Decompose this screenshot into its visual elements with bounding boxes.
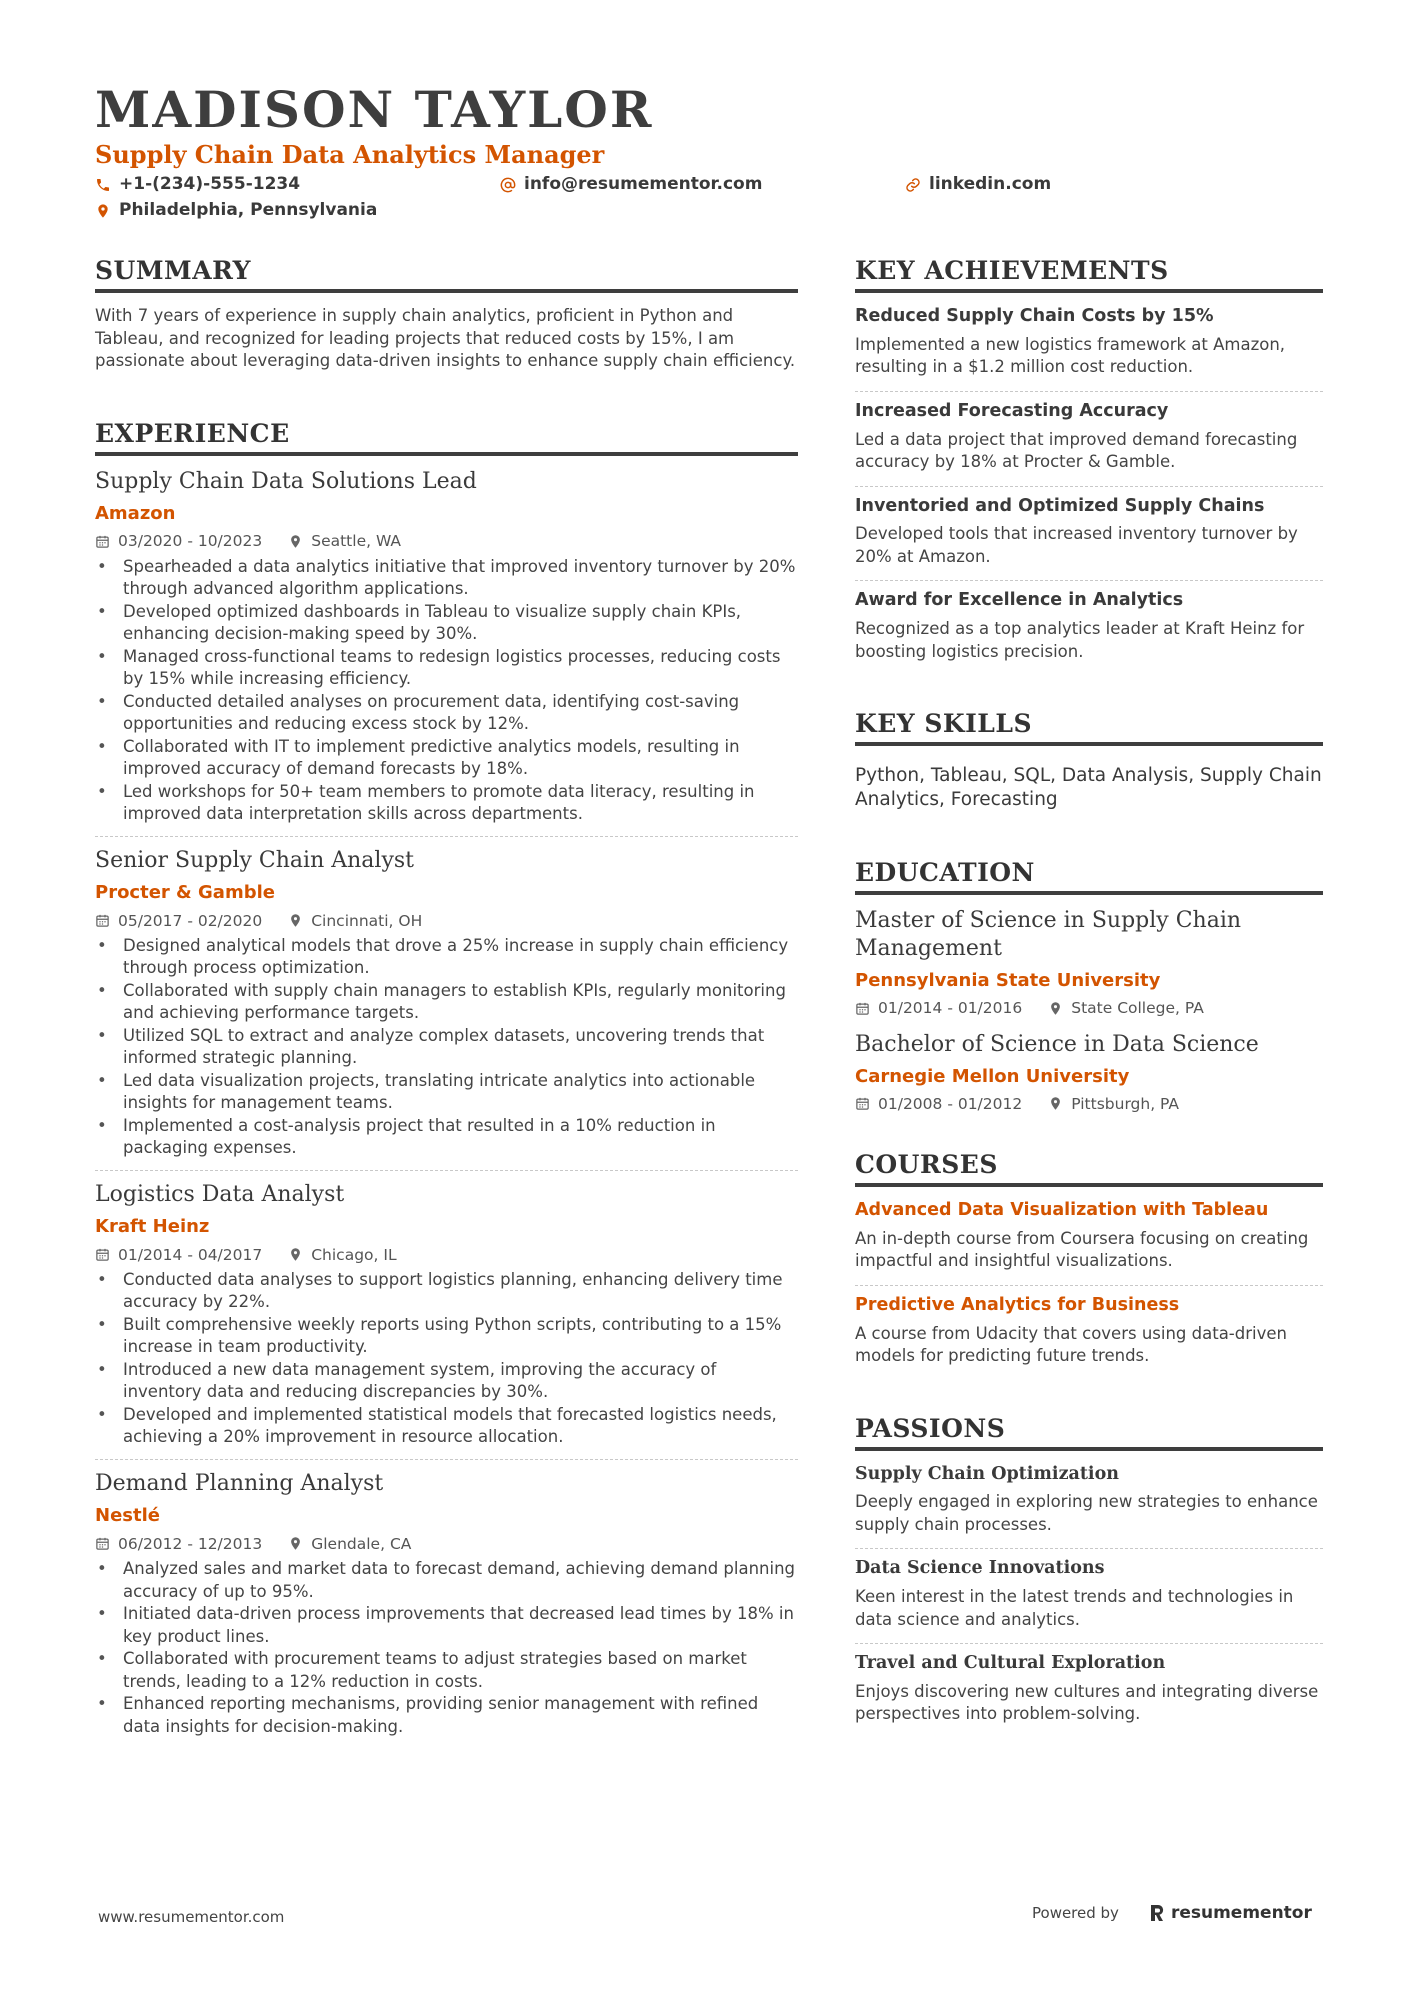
bullet-item: • Collaborated with IT to implement predictive analytics models, resulting in improved accuracy of demand forecasts by 18%. bbox=[95, 736, 798, 781]
company-name: Nestlé bbox=[95, 1505, 160, 1527]
bullet-item: • Implemented a cost-analysis project that resulted in a 10% reduction in packaging expenses. bbox=[95, 1115, 798, 1160]
date-range: 01/2008 - 01/2012 bbox=[878, 1094, 1023, 1113]
job-entry bbox=[95, 468, 798, 837]
location-group bbox=[288, 911, 422, 931]
location-pin-icon bbox=[288, 1536, 303, 1551]
location-pin-icon bbox=[1048, 1001, 1063, 1016]
bullet-item: • Initiated data-driven process improvements that decreased lead times by 18% in key product lines. bbox=[95, 1603, 798, 1648]
linkedin-text[interactable]: linkedin.com bbox=[929, 174, 1052, 194]
calendar-icon bbox=[855, 1096, 870, 1111]
footer-powered bbox=[1032, 1903, 1312, 1923]
contact-phone bbox=[95, 176, 300, 193]
experience-list bbox=[95, 468, 798, 1749]
date-group bbox=[95, 1245, 262, 1265]
brand-logo[interactable] bbox=[1149, 1903, 1312, 1923]
location: State College, PA bbox=[1071, 999, 1204, 1018]
date-group bbox=[95, 531, 262, 551]
achievement-title: Inventoried and Optimized Supply Chains bbox=[855, 495, 1265, 516]
location-group bbox=[288, 1534, 411, 1554]
email-text[interactable]: info@resumementor.com bbox=[524, 174, 763, 194]
education-item bbox=[855, 907, 1323, 1019]
location-pin-icon bbox=[1048, 1096, 1063, 1111]
calendar-icon bbox=[95, 534, 110, 549]
passion-item bbox=[855, 1455, 1323, 1550]
candidate-name: MADISON TAYLOR bbox=[95, 80, 654, 139]
date-range: 05/2017 - 02/2020 bbox=[118, 911, 263, 930]
bullet-item: • Conducted data analyses to support logistics planning, enhancing delivery time accuracy by 22%. bbox=[95, 1269, 798, 1314]
education-heading: EDUCATION bbox=[855, 858, 1323, 895]
bullet-item: • Managed cross-functional teams to redesign logistics processes, reducing costs by 15% while increasing efficiency. bbox=[95, 646, 798, 691]
degree: Master of Science in Supply Chain Management bbox=[855, 908, 1242, 961]
achievement-desc: Developed tools that increased inventory turnover by 20% at Amazon. bbox=[855, 524, 1298, 566]
passion-title: Travel and Cultural Exploration bbox=[855, 1653, 1166, 1674]
achievement-desc: Recognized as a top analytics leader at Kraft Heinz for boosting logistics precision. bbox=[855, 619, 1305, 661]
skills-text: Python, Tableau, SQL, Data Analysis, Supply Chain Analytics, Forecasting bbox=[855, 765, 1322, 810]
resumementor-logo-icon bbox=[1149, 1904, 1165, 1922]
bullet-item: • Analyzed sales and market data to forecast demand, achieving demand planning accuracy of up to 95%. bbox=[95, 1558, 798, 1603]
bullet-item: • Developed optimized dashboards in Tableau to visualize supply chain KPIs, enhancing decision-making speed by 30%. bbox=[95, 601, 798, 646]
passions-heading: PASSIONS bbox=[855, 1414, 1323, 1451]
course-title: Advanced Data Visualization with Tableau bbox=[855, 1200, 1269, 1221]
link-icon bbox=[905, 177, 921, 193]
location: Pittsburgh, PA bbox=[1071, 1094, 1180, 1113]
contact-location bbox=[95, 202, 377, 219]
date-range: 01/2014 - 04/2017 bbox=[118, 1245, 263, 1264]
powered-by-text: Powered by bbox=[1032, 1904, 1119, 1922]
bullet-item: • Utilized SQL to extract and analyze complex datasets, uncovering trends that informed strategic planning. bbox=[95, 1025, 798, 1070]
location: Cincinnati, OH bbox=[311, 911, 423, 930]
location-pin-icon bbox=[288, 1247, 303, 1262]
achievements-heading: KEY ACHIEVEMENTS bbox=[855, 256, 1323, 293]
achievement-item bbox=[855, 392, 1323, 487]
achievement-item bbox=[855, 487, 1323, 582]
passion-item bbox=[855, 1549, 1323, 1644]
bullet-item: • Collaborated with procurement teams to adjust strategies based on market trends, leading to a 12% reduction in costs. bbox=[95, 1648, 798, 1693]
job-title: Demand Planning Analyst bbox=[95, 1470, 384, 1496]
bullet-item: • Designed analytical models that drove a 25% increase in supply chain efficiency through process optimization. bbox=[95, 935, 798, 980]
date-range: 06/2012 - 12/2013 bbox=[118, 1534, 263, 1553]
passion-desc: Keen interest in the latest trends and technologies in data science and analytics. bbox=[855, 1587, 1294, 1629]
achievement-title: Reduced Supply Chain Costs by 15% bbox=[855, 306, 1214, 326]
meta-row bbox=[95, 1245, 798, 1265]
date-range: 03/2020 - 10/2023 bbox=[118, 532, 263, 551]
experience-heading: EXPERIENCE bbox=[95, 419, 798, 456]
education-item bbox=[855, 1031, 1323, 1115]
course-item bbox=[855, 1286, 1323, 1380]
date-group bbox=[855, 1094, 1022, 1114]
meta-row bbox=[855, 998, 1323, 1018]
right-column bbox=[855, 256, 1323, 1738]
bullet-item: • Conducted detailed analyses on procurement data, identifying cost-saving opportunities and reducing excess stock by 12%. bbox=[95, 691, 798, 736]
location-group bbox=[1048, 1094, 1179, 1114]
achievement-title: Increased Forecasting Accuracy bbox=[855, 400, 1169, 421]
course-desc: An in-depth course from Coursera focusing on creating impactful and insightful visualizations. bbox=[855, 1228, 1309, 1271]
at-icon bbox=[500, 177, 516, 193]
education-list bbox=[855, 907, 1323, 1114]
bullet-item: • Introduced a new data management system, improving the accuracy of inventory data and reducing discrepancies by 30%. bbox=[95, 1359, 798, 1404]
location-pin-icon bbox=[95, 203, 111, 219]
achievement-item bbox=[855, 297, 1323, 392]
job-entry bbox=[95, 847, 798, 1171]
job-title: Senior Supply Chain Analyst bbox=[95, 847, 414, 873]
bullet-item: • Spearheaded a data analytics initiative that improved inventory turnover by 20% through advanced algorithm applications. bbox=[95, 556, 798, 601]
calendar-icon bbox=[95, 1247, 110, 1262]
meta-row bbox=[855, 1094, 1323, 1114]
location-group bbox=[288, 1245, 396, 1265]
job-entry bbox=[95, 1470, 798, 1748]
phone-text: +1-(234)-555-1234 bbox=[119, 174, 301, 194]
location-text: Philadelphia, Pennsylvania bbox=[119, 200, 378, 220]
meta-row bbox=[95, 1534, 798, 1554]
bullet-item: • Led workshops for 50+ team members to promote data literacy, resulting in improved data interpretation skills across departments. bbox=[95, 781, 798, 826]
job-bullets bbox=[95, 1558, 798, 1738]
location: Glendale, CA bbox=[311, 1534, 412, 1553]
location-group bbox=[1048, 998, 1204, 1018]
job-entry bbox=[95, 1181, 798, 1460]
job-bullets bbox=[95, 935, 798, 1160]
location-group bbox=[288, 531, 401, 551]
calendar-icon bbox=[95, 913, 110, 928]
date-group bbox=[855, 998, 1022, 1018]
achievement-title: Award for Excellence in Analytics bbox=[855, 590, 1184, 611]
summary-text: With 7 years of experience in supply chain analytics, proficient in Python and Tableau, and recognized for leading projects that reduced costs by 15%, I am passionate about leveraging data-driven insights to enhance supply chain efficiency. bbox=[95, 306, 796, 370]
passion-desc: Deeply engaged in exploring new strategies to enhance supply chain processes. bbox=[855, 1492, 1318, 1534]
passion-desc: Enjoys discovering new cultures and integrating diverse perspectives into problem-solving. bbox=[855, 1681, 1319, 1724]
location: Chicago, IL bbox=[311, 1245, 397, 1264]
company-name: Procter & Gamble bbox=[95, 882, 275, 904]
achievement-desc: Implemented a new logistics framework at Amazon, resulting in a $1.2 million cost reduction. bbox=[855, 334, 1286, 377]
achievement-desc: Led a data project that improved demand forecasting accuracy by 18% at Procter & Gamble. bbox=[855, 429, 1298, 471]
job-bullets bbox=[95, 556, 798, 826]
date-range: 01/2014 - 01/2016 bbox=[878, 999, 1023, 1018]
passion-item bbox=[855, 1644, 1323, 1738]
footer-website[interactable]: www.resumementor.com bbox=[98, 1908, 285, 1926]
course-desc: A course from Udacity that covers using data-driven models for predicting future trends. bbox=[855, 1323, 1287, 1366]
contact-linkedin[interactable] bbox=[905, 176, 1051, 193]
location: Seattle, WA bbox=[311, 532, 402, 551]
phone-icon bbox=[95, 177, 111, 193]
summary-heading: SUMMARY bbox=[95, 256, 798, 293]
company-name: Amazon bbox=[95, 503, 176, 525]
bullet-item: • Led data visualization projects, translating intricate analytics into actionable insights for management teams. bbox=[95, 1070, 798, 1115]
courses-heading: COURSES bbox=[855, 1150, 1323, 1187]
achievements-list bbox=[855, 297, 1323, 675]
meta-row bbox=[95, 911, 798, 931]
passion-title: Supply Chain Optimization bbox=[855, 1463, 1119, 1484]
school: Pennsylvania State University bbox=[855, 970, 1161, 991]
job-bullets bbox=[95, 1269, 798, 1449]
candidate-role: Supply Chain Data Analytics Manager bbox=[95, 140, 605, 169]
passion-title: Data Science Innovations bbox=[855, 1558, 1105, 1579]
course-item bbox=[855, 1191, 1323, 1286]
bullet-item: • Enhanced reporting mechanisms, providing senior management with refined data insights for decision-making. bbox=[95, 1693, 798, 1738]
passions-list bbox=[855, 1455, 1323, 1738]
calendar-icon bbox=[95, 1536, 110, 1551]
school: Carnegie Mellon University bbox=[855, 1065, 1130, 1087]
contact-email[interactable] bbox=[500, 176, 762, 193]
course-title: Predictive Analytics for Business bbox=[855, 1294, 1180, 1315]
company-name: Kraft Heinz bbox=[95, 1216, 210, 1238]
brand-text: resumementor bbox=[1170, 1903, 1312, 1923]
date-group bbox=[95, 911, 262, 931]
bullet-item: • Developed and implemented statistical models that forecasted logistics needs, achieving a 20% improvement in resource allocation. bbox=[95, 1404, 798, 1449]
location-pin-icon bbox=[288, 913, 303, 928]
bullet-item: • Built comprehensive weekly reports using Python scripts, contributing to a 15% increase in team productivity. bbox=[95, 1314, 798, 1359]
skills-heading: KEY SKILLS bbox=[855, 709, 1323, 746]
location-pin-icon bbox=[288, 534, 303, 549]
job-title: Supply Chain Data Solutions Lead bbox=[95, 468, 477, 494]
degree: Bachelor of Science in Data Science bbox=[855, 1031, 1259, 1057]
achievement-item bbox=[855, 581, 1323, 675]
bullet-item: • Collaborated with supply chain managers to establish KPIs, regularly monitoring and achieving performance targets. bbox=[95, 980, 798, 1025]
meta-row bbox=[95, 531, 798, 551]
job-title: Logistics Data Analyst bbox=[95, 1181, 345, 1207]
courses-list bbox=[855, 1191, 1323, 1380]
left-column bbox=[95, 256, 798, 1758]
date-group bbox=[95, 1534, 262, 1554]
calendar-icon bbox=[855, 1001, 870, 1016]
